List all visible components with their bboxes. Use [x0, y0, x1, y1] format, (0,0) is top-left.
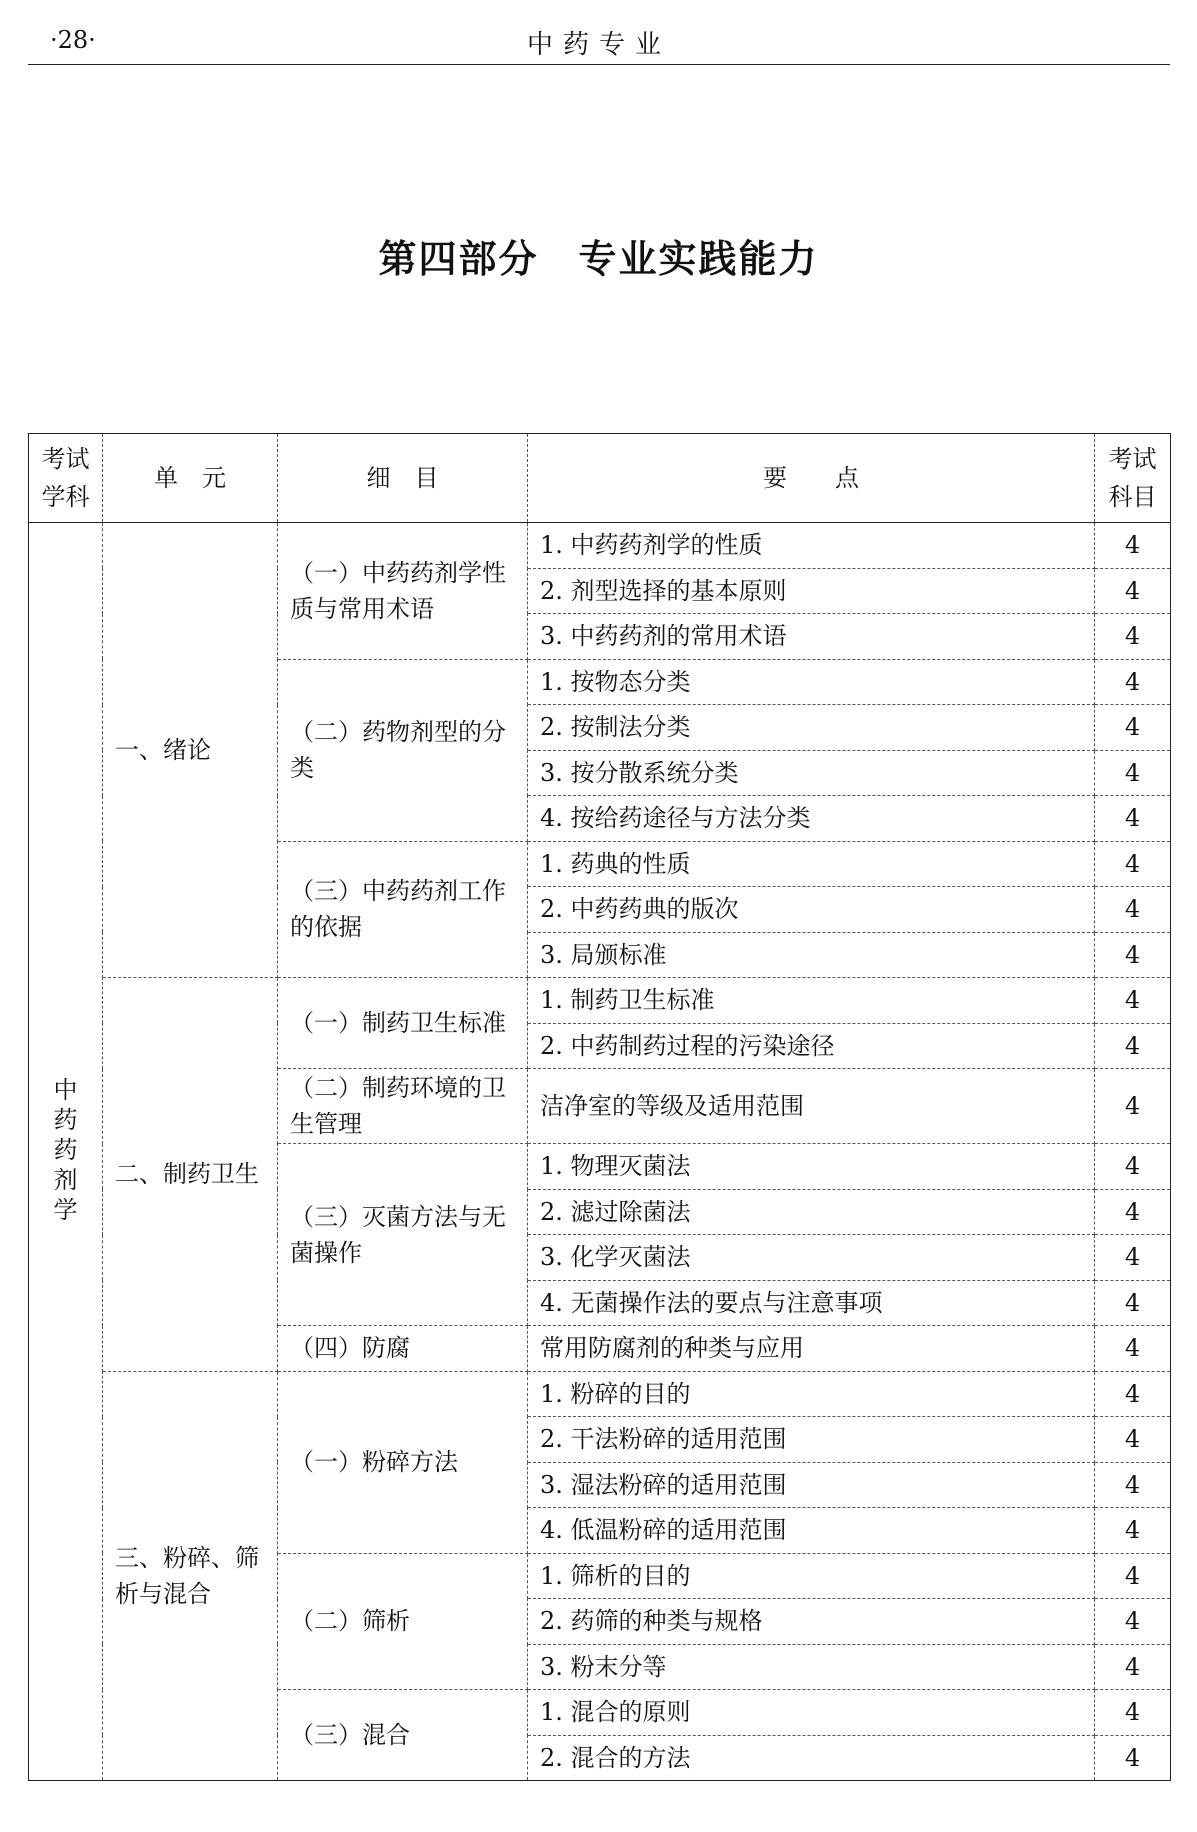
level-cell: 4 [1095, 659, 1171, 705]
level-cell: 4 [1095, 841, 1171, 887]
item-cell: （二）制药环境的卫生管理 [278, 1069, 528, 1144]
level-cell: 4 [1095, 1690, 1171, 1736]
point-cell: 3. 按分散系统分类 [528, 750, 1095, 796]
page-number: ·28· [50, 26, 96, 54]
header-point: 要 点 [528, 434, 1095, 523]
subject-label: 中药药剂学 [53, 1076, 78, 1224]
point-cell: 洁净室的等级及适用范围 [528, 1069, 1095, 1144]
table-row [29, 978, 1171, 1024]
level-cell: 4 [1095, 750, 1171, 796]
point-cell: 1. 筛析的目的 [528, 1553, 1095, 1599]
point-cell: 2. 中药药典的版次 [528, 887, 1095, 933]
point-cell: 3. 粉末分等 [528, 1644, 1095, 1690]
table-row [29, 523, 1171, 569]
item-cell: （一）中药药剂学性质与常用术语 [278, 523, 528, 660]
level-cell: 4 [1095, 1417, 1171, 1463]
point-cell: 2. 干法粉碎的适用范围 [528, 1417, 1095, 1463]
point-cell: 1. 药典的性质 [528, 841, 1095, 887]
level-cell: 4 [1095, 614, 1171, 660]
level-cell: 4 [1095, 1508, 1171, 1554]
level-cell: 4 [1095, 1553, 1171, 1599]
point-cell: 2. 剂型选择的基本原则 [528, 568, 1095, 614]
subject-cell [29, 523, 103, 1781]
level-cell: 4 [1095, 1326, 1171, 1372]
header-item: 细 目 [278, 434, 528, 523]
level-cell: 4 [1095, 1735, 1171, 1781]
point-cell: 1. 按物态分类 [528, 659, 1095, 705]
point-cell: 2. 混合的方法 [528, 1735, 1095, 1781]
level-cell: 4 [1095, 1644, 1171, 1690]
point-cell: 4. 低温粉碎的适用范围 [528, 1508, 1095, 1554]
item-cell: （二）药物剂型的分类 [278, 659, 528, 841]
level-cell: 4 [1095, 1371, 1171, 1417]
point-cell: 4. 按给药途径与方法分类 [528, 796, 1095, 842]
item-cell: （一）制药卫生标准 [278, 978, 528, 1069]
item-cell: （一）粉碎方法 [278, 1371, 528, 1553]
point-cell: 3. 中药药剂的常用术语 [528, 614, 1095, 660]
header-unit: 单 元 [103, 434, 278, 523]
unit-cell: 二、制药卫生 [103, 978, 278, 1372]
item-cell: （三）混合 [278, 1690, 528, 1781]
item-cell: （四）防腐 [278, 1326, 528, 1372]
point-cell: 3. 湿法粉碎的适用范围 [528, 1462, 1095, 1508]
point-cell: 3. 局颁标准 [528, 932, 1095, 978]
point-cell: 1. 物理灭菌法 [528, 1144, 1095, 1190]
point-cell: 1. 混合的原则 [528, 1690, 1095, 1736]
level-cell: 4 [1095, 1599, 1171, 1645]
level-cell: 4 [1095, 568, 1171, 614]
level-cell: 4 [1095, 1144, 1171, 1190]
level-cell: 4 [1095, 978, 1171, 1024]
level-cell: 4 [1095, 1280, 1171, 1326]
point-cell: 1. 中药药剂学的性质 [528, 523, 1095, 569]
point-cell: 2. 按制法分类 [528, 705, 1095, 751]
level-cell: 4 [1095, 705, 1171, 751]
header-subject: 考试学科 [29, 434, 103, 523]
level-cell: 4 [1095, 932, 1171, 978]
level-cell: 4 [1095, 523, 1171, 569]
level-cell: 4 [1095, 1462, 1171, 1508]
part-title: 第四部分 专业实践能力 [378, 237, 819, 281]
point-cell: 2. 中药制药过程的污染途径 [528, 1023, 1095, 1069]
syllabus-body [29, 523, 1171, 1781]
point-cell: 2. 药筛的种类与规格 [528, 1599, 1095, 1645]
page-header [28, 22, 1170, 65]
table-header-row [29, 434, 1171, 523]
running-title: 中药专业 [526, 30, 671, 60]
item-cell: （三）中药药剂工作的依据 [278, 841, 528, 978]
level-cell: 4 [1095, 1235, 1171, 1281]
point-cell: 3. 化学灭菌法 [528, 1235, 1095, 1281]
level-cell: 4 [1095, 1023, 1171, 1069]
point-cell: 1. 粉碎的目的 [528, 1371, 1095, 1417]
level-cell: 4 [1095, 796, 1171, 842]
level-cell: 4 [1095, 1069, 1171, 1144]
syllabus-table [28, 433, 1171, 1781]
table-row [29, 1371, 1171, 1417]
point-cell: 2. 滤过除菌法 [528, 1189, 1095, 1235]
unit-cell: 三、粉碎、筛析与混合 [103, 1371, 278, 1781]
item-cell: （三）灭菌方法与无菌操作 [278, 1144, 528, 1326]
level-cell: 4 [1095, 1189, 1171, 1235]
point-cell: 1. 制药卫生标准 [528, 978, 1095, 1024]
point-cell: 4. 无菌操作法的要点与注意事项 [528, 1280, 1095, 1326]
unit-cell: 一、绪论 [103, 523, 278, 978]
level-cell: 4 [1095, 887, 1171, 933]
point-cell: 常用防腐剂的种类与应用 [528, 1326, 1095, 1372]
item-cell: （二）筛析 [278, 1553, 528, 1690]
header-level: 考试科目 [1095, 434, 1171, 523]
